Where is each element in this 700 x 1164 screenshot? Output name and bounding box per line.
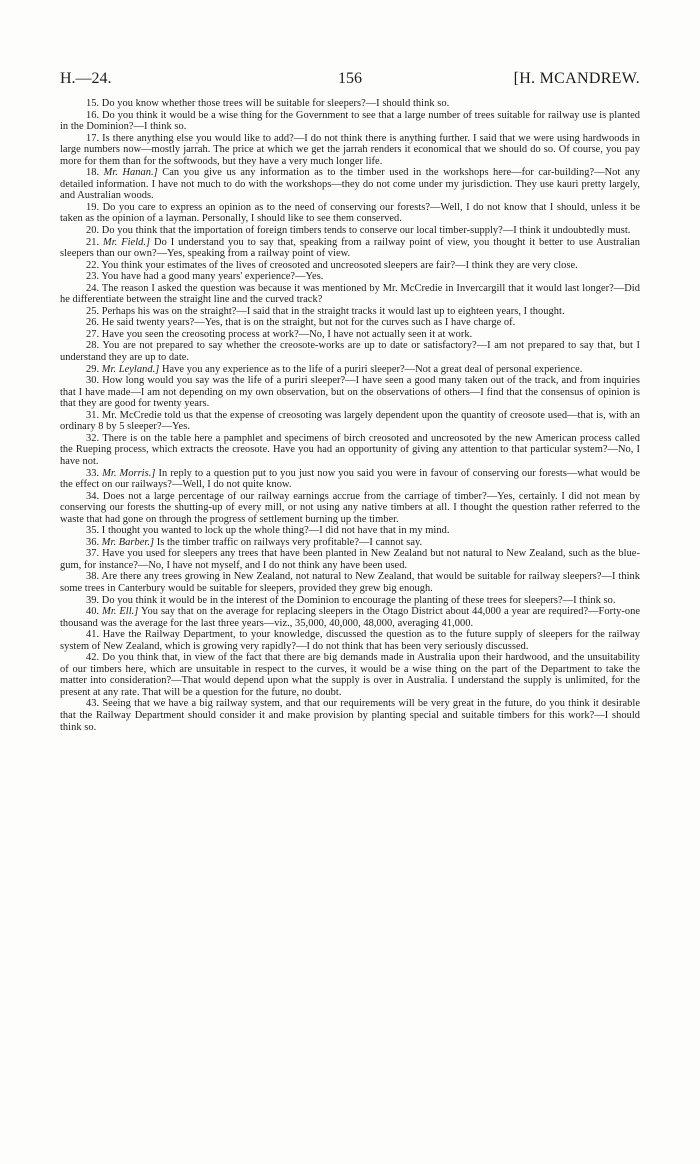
- question-answer-text: He said twenty years?—Yes, that is on the straight, but not for the curves such as I have charge of.: [101, 317, 516, 329]
- question-number: 40.: [86, 606, 100, 618]
- question-number: 18.: [86, 167, 100, 179]
- question-answer-text: Are there any trees growing in New Zealand, not natural to New Zealand, that would be suitable for railway sleepers?—I think some trees in Canterbury would be suitable for sleepers, provided they grew big enough.: [60, 571, 640, 594]
- question-answer-text: Do you think that the importation of foreign timbers tends to conserve our local timber-supply?—I think it undoubtedly must.: [101, 225, 631, 237]
- testimony-paragraph: [60, 491, 640, 526]
- testimony-paragraph: [60, 525, 640, 537]
- question-number: 36.: [86, 536, 100, 548]
- question-answer-text: Have you used for sleepers any trees that have been planted in New Zealand but not natural to New Zealand, such as the blue-gum, for instance?—No, I have not myself, and I do not think any have been used.: [60, 548, 640, 571]
- question-answer-text: Is there anything else you would like to add?—I do not think there is anything further. I said that we were using hardwoods in large numbers now—mostly jarrah. The price at which we get the jarrah renders it economical that we should do so. Of course, you pay more for them than for the softwoods, but they have a very much longer life.: [60, 132, 640, 167]
- speaker-name: Mr. Field.]: [103, 236, 151, 248]
- question-answer-text: Do you think that, in view of the fact that there are big demands made in Australia upon their hardwood, and the unsuitability of our timbers here, which are unsuitable in respect to the curves, it would be a wise thing on the part of the Department to take the matter into consideration?—That would depend upon what the supply is over in Australia. I understand the supply is unlimited, for the present at any rate. That will be a question for the future, no doubt.: [60, 652, 640, 698]
- question-number: 19.: [86, 201, 100, 213]
- question-number: 41.: [86, 629, 100, 641]
- page-header: [60, 58, 640, 87]
- testimony-paragraph: [60, 237, 640, 260]
- question-answer-text: There is on the table here a pamphlet and specimens of birch creosoted and uncreosoted by the new American process called the Rueping process, which extracts the creosote. Have you had an opportunity of giving any attention to that particular system?—No, I have not.: [60, 432, 640, 467]
- question-number: 37.: [86, 548, 100, 560]
- speaker-name: Mr. Hanan.]: [103, 167, 158, 179]
- testimony-paragraph: [60, 595, 640, 607]
- testimony-paragraph: [60, 225, 640, 237]
- testimony-paragraph: [60, 260, 640, 272]
- report-code: H.—24.: [60, 70, 112, 87]
- question-number: 22.: [86, 259, 100, 271]
- question-answer-text: Perhaps his was on the straight?—I said that in the straight tracks it would last up to eighteen years, I thought.: [101, 305, 565, 317]
- question-answer-text: Mr. McCredie told us that the expense of creosoting was largely dependent upon the quantity of creosote used—that is, with an ordinary 8 by 5 sleeper?—Yes.: [60, 409, 641, 433]
- question-answer-text: You are not prepared to say whether the creosote-works are up to date or satisfactory?—I am not prepared to say that, but I understand they are up to date.: [60, 340, 640, 364]
- testimony-paragraph: [60, 133, 640, 168]
- question-number: 21.: [86, 236, 100, 248]
- question-answer-text: How long would you say was the life of a puriri sleeper?—I have seen a good many taken out of the track, and from inquiries that I have made—I am not depending on my own observation, but on the observations of others—I find that the consensus of opinion is that they are good for twenty years.: [60, 375, 640, 410]
- testimony-paragraph: [60, 317, 640, 329]
- testimony-paragraph: [60, 271, 640, 283]
- question-number: 32.: [86, 432, 100, 444]
- question-answer-text: Have you any experience as to the life of a puriri sleeper?—Not a great deal of personal experience.: [161, 363, 583, 375]
- witness-name: [H. MCANDREW.: [513, 70, 640, 87]
- testimony-paragraph: [60, 652, 640, 698]
- question-answer-text: Do you know whether those trees will be suitable for sleepers?—I should think so.: [101, 98, 450, 109]
- testimony-body: [60, 98, 640, 733]
- question-number: 26.: [86, 317, 100, 329]
- testimony-paragraph: [60, 698, 640, 733]
- testimony-paragraph: [60, 306, 640, 318]
- testimony-paragraph: [60, 537, 640, 549]
- question-number: 27.: [86, 328, 100, 340]
- testimony-paragraph: [60, 110, 640, 133]
- testimony-paragraph: [60, 571, 640, 594]
- question-number: 31.: [86, 409, 100, 421]
- question-number: 42.: [86, 652, 100, 664]
- question-number: 39.: [86, 594, 100, 606]
- question-answer-text: Does not a large percentage of our railway earnings accrue from the carriage of timber?—Yes, certainly. I did not mean by conserving our forests the shutting-up of every mill, or not using any native timbers at all. I thought the question rather referred to the waste that had gone on through the progress of settlement burning up the timber.: [60, 490, 640, 525]
- question-number: 20.: [86, 225, 100, 237]
- question-number: 28.: [86, 340, 100, 352]
- testimony-paragraph: [60, 329, 640, 341]
- testimony-paragraph: [60, 340, 640, 363]
- question-number: 15.: [86, 98, 100, 109]
- question-answer-text: Do you care to express an opinion as to the need of conserving our forests?—Well, I do not know that I should, unless it be taken as the opinion of a layman. Personally, I should like to see them conserved.: [60, 201, 640, 225]
- speaker-name: Mr. Leyland.]: [101, 363, 160, 375]
- question-number: 38.: [86, 571, 100, 583]
- question-answer-text: The reason I asked the question was because it was mentioned by Mr. McCredie in Invercargill that it would last longer?—Did he differentiate between the straight line and the curved track?: [60, 282, 640, 306]
- question-number: 23.: [86, 271, 100, 283]
- question-answer-text: In reply to a question put to you just now you said you were in favour of conserving our forests—what would be the effect on our railways?—Well, I do not quite know.: [60, 467, 640, 491]
- question-number: 25.: [86, 305, 100, 317]
- question-answer-text: Do you think it would be a wise thing for the Government to see that a large number of trees suitable for railway use is planted in the Dominion?—I think so.: [60, 109, 640, 133]
- testimony-paragraph: [60, 167, 640, 202]
- testimony-paragraph: [60, 364, 640, 376]
- testimony-paragraph: [60, 98, 640, 110]
- question-number: 30.: [86, 375, 100, 387]
- question-answer-text: You think your estimates of the lives of creosoted and uncreosoted sleepers are fair?—I think they are very close.: [101, 259, 578, 271]
- question-number: 34.: [86, 490, 100, 502]
- testimony-paragraph: [60, 468, 640, 491]
- question-answer-text: Seeing that we have a big railway system, and that our requirements will be very great in the future, do you think it desirable that the Railway Department should consider it and make provision by planting special and suitable timbers for this work?—I should think so.: [60, 698, 640, 733]
- testimony-paragraph: [60, 433, 640, 468]
- question-number: 35.: [86, 525, 100, 537]
- question-number: 16.: [86, 109, 100, 121]
- question-answer-text: Have you seen the creosoting process at work?—No, I have not actually seen it at work.: [101, 328, 473, 340]
- testimony-paragraph: [60, 375, 640, 410]
- testimony-paragraph: [60, 202, 640, 225]
- question-number: 29.: [86, 363, 100, 375]
- question-number: 33.: [86, 467, 100, 479]
- question-answer-text: I thought you wanted to lock up the whole thing?—I did not have that in my mind.: [101, 525, 450, 537]
- question-answer-text: Can you give us any information as to the timber used in the workshops here—for car-building?—Not any detailed information. I have not much to do with the workshops—they do not come under my jurisdiction. They use kauri pretty largely, and Australian woods.: [60, 167, 641, 202]
- speaker-name: Mr. Morris.]: [102, 467, 156, 479]
- question-number: 24.: [86, 282, 100, 294]
- testimony-paragraph: [60, 629, 640, 652]
- question-answer-text: You have had a good many years' experience?—Yes.: [101, 271, 324, 283]
- question-answer-text: You say that on the average for replacing sleepers in the Otago District about 44,000 a year are required?—Forty-one thousand was the average for the last three years—viz., 35,000, 40,000, 48,000, averaging 41,000.: [60, 606, 640, 629]
- question-answer-text: Do you think it would be in the interest of the Dominion to encourage the planting of these trees for sleepers?—I think so.: [101, 594, 616, 606]
- testimony-paragraph: [60, 410, 640, 433]
- question-answer-text: Do I understand you to say that, speaking from a railway point of view, you thought it better to use Australian sleepers than our own?—Yes, speaking from a railway point of view.: [60, 236, 640, 260]
- speaker-name: Mr. Barber.]: [101, 536, 155, 548]
- question-answer-text: Have the Railway Department, to your knowledge, discussed the question as to the future supply of sleepers for the railway system of New Zealand, which is growing very rapidly?—I do not think that has been very seriously discussed.: [60, 629, 640, 652]
- question-number: 43.: [86, 698, 100, 710]
- question-answer-text: Is the timber traffic on railways very profitable?—I cannot say.: [156, 536, 423, 548]
- testimony-paragraph: [60, 548, 640, 571]
- testimony-paragraph: [60, 283, 640, 306]
- speaker-name: Mr. Ell.]: [102, 606, 139, 618]
- question-number: 17.: [86, 132, 100, 144]
- page-number: 156: [338, 70, 362, 87]
- testimony-paragraph: [60, 606, 640, 629]
